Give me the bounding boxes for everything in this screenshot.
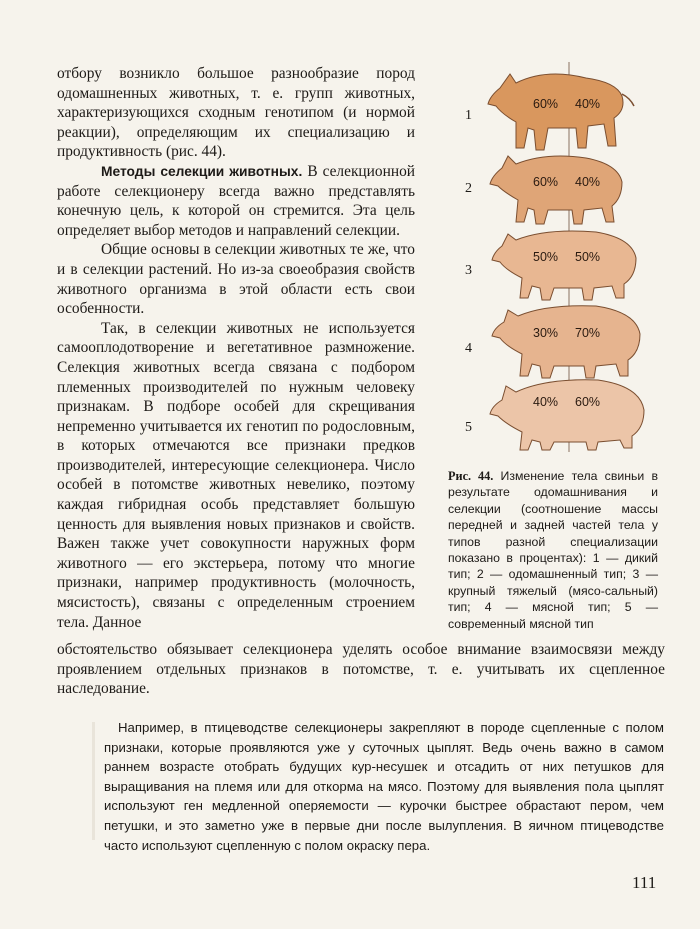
pig-figure bbox=[436, 48, 676, 458]
paragraph-4: Так, в селекции животных не используется самооплодотворение и вегетативное размножение. Селекция животных всегда связана с подбором племенных производителей по нужным человеку признакам. В подборе особей для скрещивания непременно учитывается их генотип по родословным, в которых отмечаются все признаки предков производителей, интересующие селекционера. Число особей в потомстве животных невелико, поэтому каждая гибридная особь представляет большую ценность для выявления новых признаков и свойств. Важен также учет совокупности наружных форм животного — его экстерьера, потому что многие признаки, например продуктивность (молочность, мясистость), связаны с определенным строением тела. Данное bbox=[57, 319, 415, 631]
paragraph-3: Общие основы в селекции животных те же, что и в селекции растений. Но из-за своеобразия свойств животного организма в этой области есть свои особенности. bbox=[57, 241, 415, 318]
left-text-column bbox=[57, 64, 415, 632]
wide-paragraph bbox=[57, 640, 665, 699]
figure-caption bbox=[448, 468, 658, 632]
pig-label-5: 5 bbox=[465, 420, 472, 435]
pig-4-meat bbox=[492, 306, 640, 378]
pig-2-rear-percent: 40% bbox=[575, 175, 601, 189]
pig-2-domesticated bbox=[490, 156, 622, 224]
pig-5-modern bbox=[490, 380, 644, 450]
paragraph-1: отбору возникло большое разнообразие пород одомашненных животных, т. е. групп животных, характеризующихся сходным генотипом (и нормой реакции), определяющим их специализацию и продуктивность (рис. 44). bbox=[57, 65, 415, 161]
pig-label-2: 2 bbox=[465, 181, 472, 196]
pig-5-rear-percent: 60% bbox=[575, 395, 601, 409]
pig-label-4: 4 bbox=[465, 341, 472, 356]
pig-label-3: 3 bbox=[465, 263, 472, 278]
pig-3-front-percent: 50% bbox=[533, 250, 559, 264]
caption-label: Рис. 44. bbox=[448, 469, 494, 483]
pig-4-rear-percent: 70% bbox=[575, 326, 601, 340]
example-note-text: Например, в птицеводстве селекционеры закрепляют в породе сцепленные с полом признаки, которые проявляются уже у суточных цыплят. Ведь очень важно в самом раннем возрасте отобрать будущих кур-несушек и отсадить от них петушков для выращивания на племя или для откорма на мясо. Поэтому для выявления пола цыплят используют ген медленной оперяемости — курочки быстрее обрастают пером, чем петушки, и это заметно уже в первые дни после вылупления. В яичном птицеводстве часто используют сцепленную с полом окраску пера. bbox=[104, 720, 664, 853]
wide-paragraph-text: обстоятельство обязывает селекционера уделять особое внимание взаимосвязи между проявлением отдельных признаков в потомстве, т. е. учитывать их сцепленное наследование. bbox=[57, 641, 665, 698]
pig-label-1: 1 bbox=[465, 108, 472, 123]
pig-2-front-percent: 60% bbox=[533, 175, 559, 189]
note-margin-bar bbox=[92, 722, 95, 840]
page-number: 111 bbox=[632, 873, 657, 892]
example-note bbox=[104, 718, 664, 855]
pig-3-rear-percent: 50% bbox=[575, 250, 601, 264]
caption-text: Изменение тела свиньи в результате одомашнивания и селекции (соотношение массы передней и задней частей тела у типов разной специализации показано в процентах): 1 — дикий тип; 2 — одомашненный тип; 3 — крупный тяжелый (мясо-сальный) тип; 4 — мясной тип; 5 — современный мясной тип bbox=[448, 469, 658, 631]
pig-1-rear-percent: 40% bbox=[575, 97, 601, 111]
section-heading: Методы селекции животных. bbox=[101, 163, 303, 179]
pig-1-front-percent: 60% bbox=[533, 97, 559, 111]
pig-4-front-percent: 30% bbox=[533, 326, 559, 340]
pig-1-wild bbox=[488, 74, 634, 150]
paragraph-2 bbox=[57, 162, 415, 240]
pig-3-heavy bbox=[492, 231, 636, 300]
paragraph-2-text: В селекционной работе селекционеру всегда важно представлять конечную цель, к которой он стремится. Эта цель определяет выбор методов и направлений селекции. bbox=[57, 162, 415, 239]
pig-5-front-percent: 40% bbox=[533, 395, 559, 409]
